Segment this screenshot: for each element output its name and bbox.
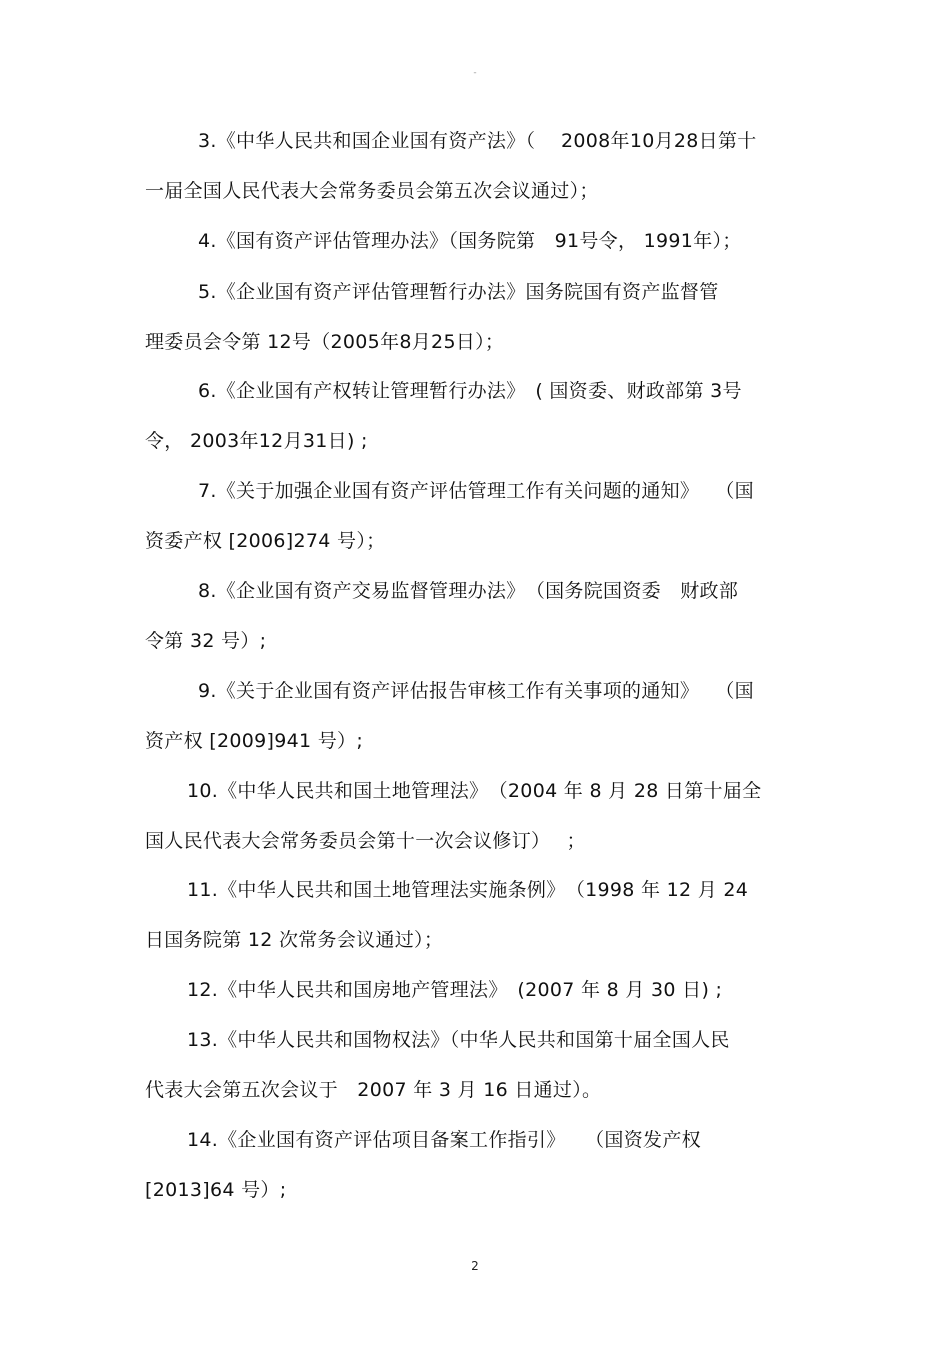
line-6-b: 令， 2003年12月31日) ; xyxy=(145,430,368,452)
line-10-a: 10.《中华人民共和国土地管理法》 （2004 年 8 月 28 日第十届全 xyxy=(187,780,762,802)
line-14-b: [2013]64 号）; xyxy=(145,1179,287,1201)
line-3-a: 3.《中华人民共和国企业国有资产法》（ 2008年10月28日第十 xyxy=(198,130,757,152)
page-number: 2 xyxy=(471,1259,479,1273)
line-13-b: 代表大会第五次会议于 2007 年 3 月 16 日通过）。 xyxy=(145,1079,602,1101)
line-12: 12.《中华人民共和国房地产管理法》 (2007 年 8 月 30 日) ; xyxy=(187,979,723,1001)
line-8-a: 8.《企业国有资产交易监督管理办法》 （国务院国资委 财政部 xyxy=(198,580,739,602)
line-5-b: 理委员会令第 12号（2005年8月25日）； xyxy=(145,331,505,353)
line-11-a: 11.《中华人民共和国土地管理法实施条例》 （1998 年 12 月 24 xyxy=(187,879,749,901)
line-11-b: 日国务院第 12 次常务会议通过）； xyxy=(145,929,444,951)
line-3-b: 一届全国人民代表大会常务委员会第五次会议通过）； xyxy=(145,180,599,202)
line-10-b: 国人民代表大会常务委员会第十一次会议修订） ； xyxy=(145,830,586,852)
line-7-b: 资委产权 [2006]274 号）； xyxy=(145,530,386,552)
line-9-a: 9.《关于企业国有资产评估报告审核工作有关事项的通知》 （国 xyxy=(198,680,754,702)
header-mark: - xyxy=(473,68,477,78)
line-13-a: 13.《中华人民共和国物权法》（中华人民共和国第十届全国人民 xyxy=(187,1029,730,1051)
line-4: 4.《国有资产评估管理办法》（国务院第 91号令， 1991年）； xyxy=(198,230,742,252)
line-14-a: 14.《企业国有资产评估项目备案工作指引》 （国资发产权 xyxy=(187,1129,701,1151)
line-5-a: 5.《企业国有资产评估管理暂行办法》国务院国有资产监督管 xyxy=(198,281,719,303)
line-9-b: 资产权 [2009]941 号）; xyxy=(145,730,364,752)
line-6-a: 6.《企业国有产权转让管理暂行办法》 ( 国资委、财政部第 3号 xyxy=(198,380,742,402)
line-7-a: 7.《关于加强企业国有资产评估管理工作有关问题的通知》 （国 xyxy=(198,480,754,502)
line-8-b: 令第 32 号）; xyxy=(145,630,267,652)
